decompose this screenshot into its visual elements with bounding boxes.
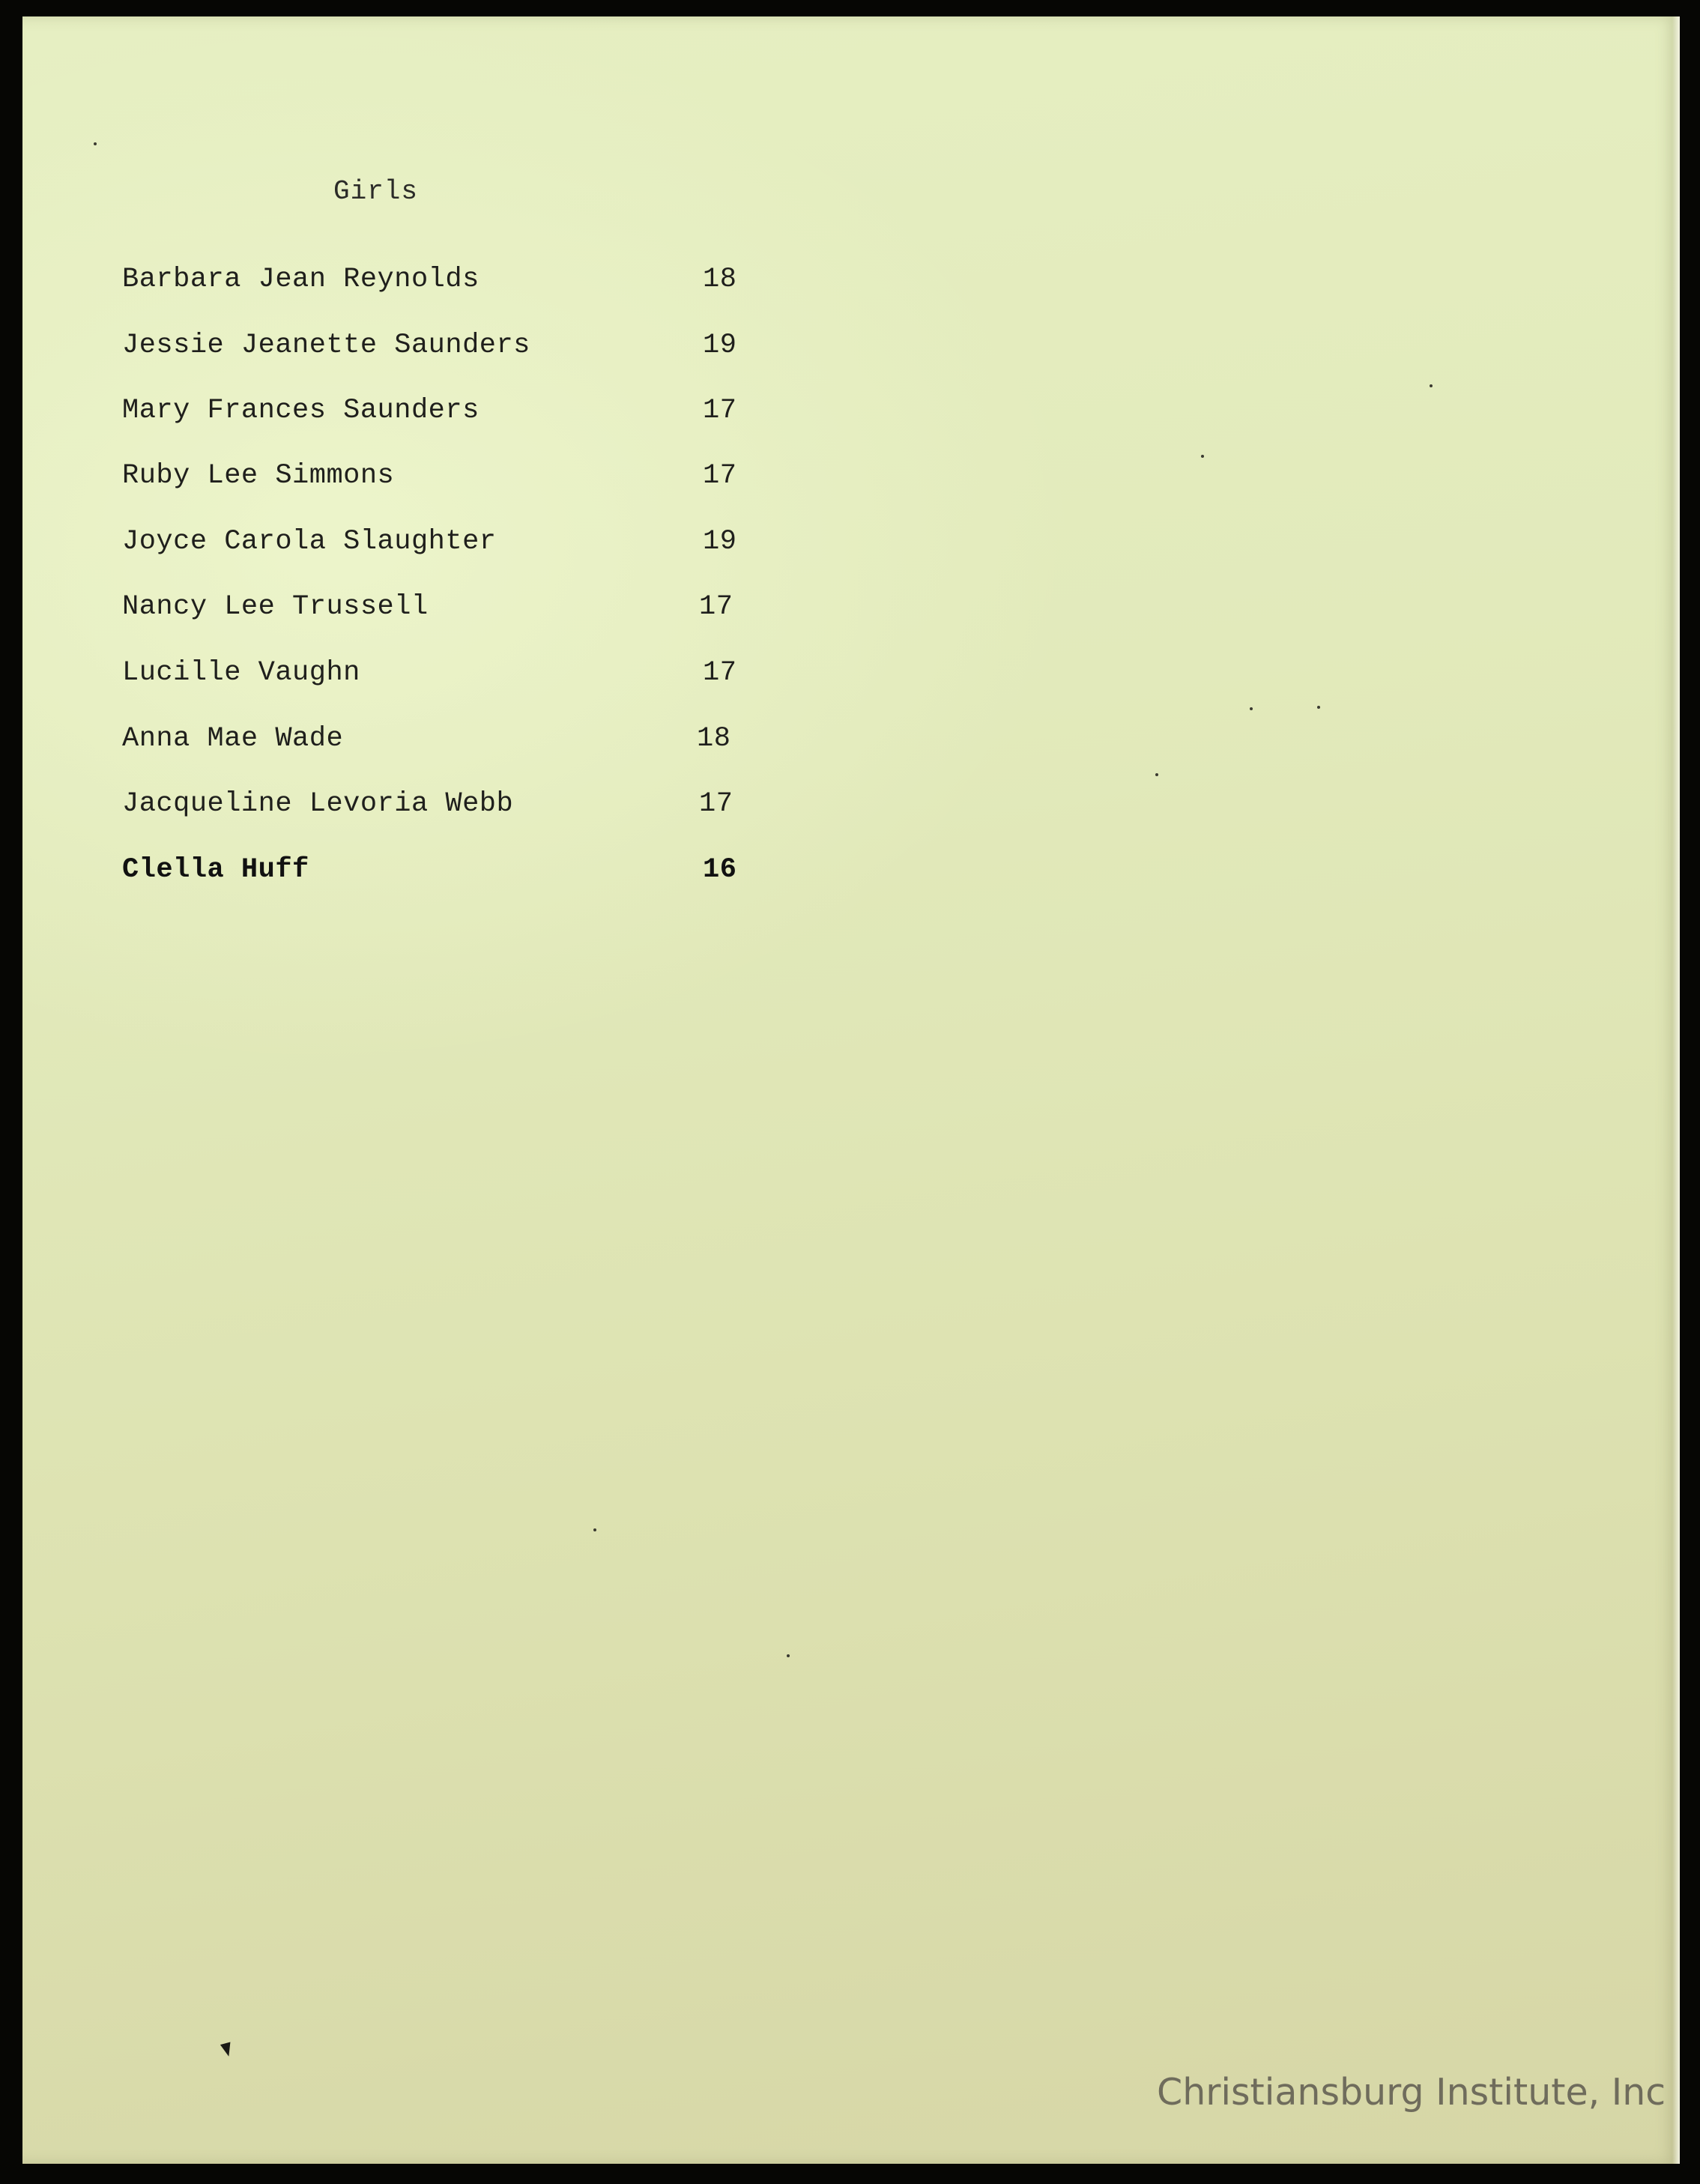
student-name: Clella Huff: [122, 854, 309, 886]
student-name: Barbara Jean Reynolds: [122, 264, 480, 295]
ink-mark: [220, 2042, 234, 2057]
student-name: Jessie Jeanette Saunders: [122, 330, 530, 361]
student-age: 17: [699, 591, 733, 623]
list-heading: Girls: [333, 176, 419, 207]
student-name: Anna Mae Wade: [122, 723, 344, 754]
paper-sheet: [22, 16, 1680, 2164]
paper-speck: [1250, 707, 1253, 710]
student-name: Ruby Lee Simmons: [122, 460, 395, 491]
student-age: 17: [699, 788, 733, 820]
student-age: 17: [703, 460, 737, 491]
paper-speck: [787, 1654, 790, 1657]
student-name: Mary Frances Saunders: [122, 395, 480, 426]
student-age: 19: [703, 330, 737, 361]
student-age: 18: [697, 723, 731, 754]
paper-speck: [593, 1528, 596, 1531]
student-name: Lucille Vaughn: [122, 657, 360, 689]
student-age: 19: [703, 526, 737, 557]
watermark-text: Christiansburg Institute, Inc: [1157, 2071, 1666, 2114]
student-name: Nancy Lee Trussell: [122, 591, 429, 623]
paper-speck: [1201, 455, 1204, 458]
student-age: 16: [703, 854, 737, 886]
student-age: 17: [703, 395, 737, 426]
paper-speck: [1155, 773, 1158, 776]
paper-speck: [1430, 384, 1433, 387]
student-age: 18: [703, 264, 737, 295]
paper-speck: [94, 142, 97, 145]
student-name: Joyce Carola Slaughter: [122, 526, 497, 557]
student-age: 17: [703, 657, 737, 689]
paper-speck: [1317, 706, 1320, 709]
student-name: Jacqueline Levoria Webb: [122, 788, 514, 820]
